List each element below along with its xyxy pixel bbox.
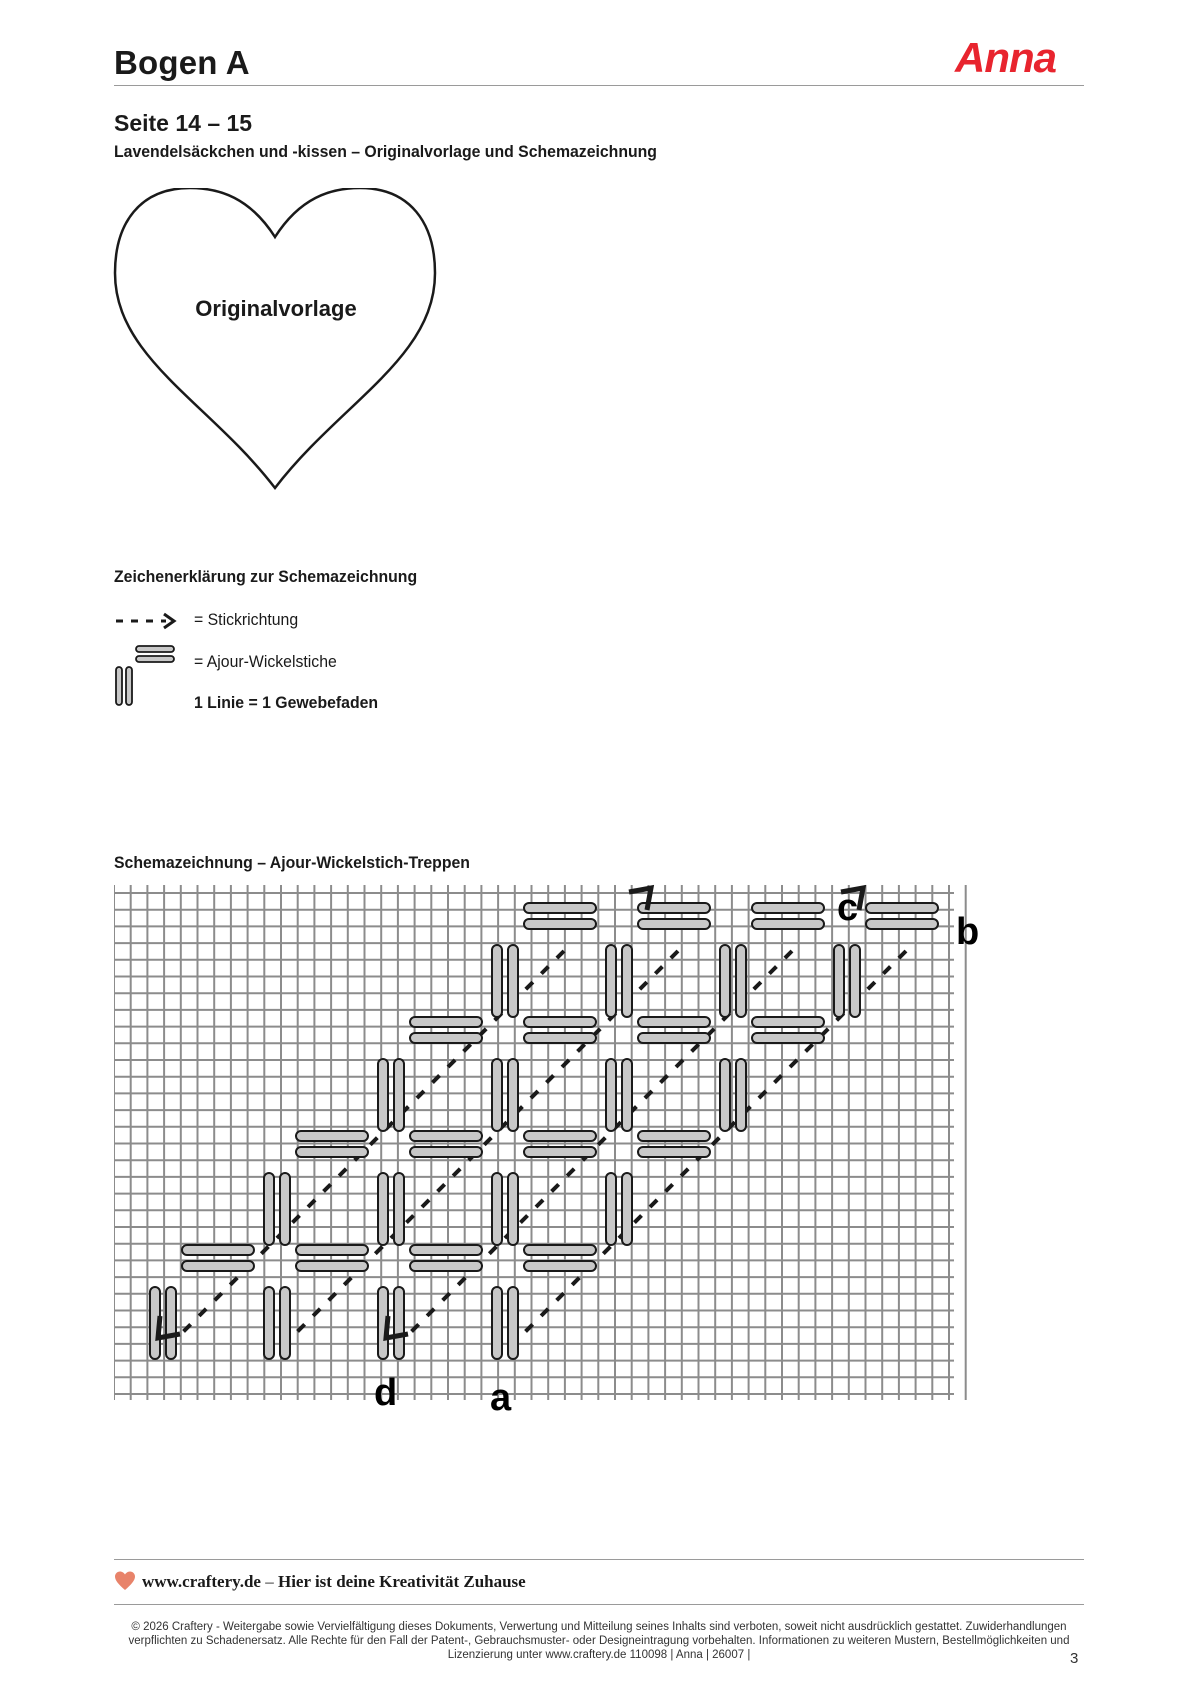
vertical-wrap-stitch: [378, 1173, 388, 1245]
footer-separator: –: [265, 1572, 274, 1591]
horizontal-wrap-stitch: [752, 919, 824, 929]
template-label: Originalvorlage: [195, 296, 357, 321]
horizontal-wrap-stitch: [410, 1033, 482, 1043]
horizontal-wrap-stitch: [296, 1245, 368, 1255]
vertical-wrap-stitch: [606, 1173, 616, 1245]
heart-template-outline: [110, 188, 440, 493]
vertical-wrap-stitch: [166, 1287, 176, 1359]
horizontal-wrap-stitch: [638, 919, 710, 929]
dashed-arrow-icon: [114, 610, 184, 632]
horizontal-wrap-stitch: [524, 1131, 596, 1141]
sheet-title: Bogen A: [114, 44, 250, 81]
vertical-wrap-stitch: [394, 1287, 404, 1359]
vertical-wrap-stitch: [492, 1287, 502, 1359]
horizontal-wrap-stitch: [410, 1147, 482, 1157]
vertical-wrap-stitch: [280, 1173, 290, 1245]
vertical-wrap-stitch: [606, 1059, 616, 1131]
horizontal-wrap-stitch: [524, 1245, 596, 1255]
vertical-wrap-stitch: [508, 1287, 518, 1359]
vertical-wrap-stitch: [850, 945, 860, 1017]
footer-divider-bottom: [114, 1604, 1084, 1605]
vertical-wrap-stitch: [264, 1287, 274, 1359]
vertical-wrap-stitch: [736, 1059, 746, 1131]
horizontal-wrap-stitch: [296, 1147, 368, 1157]
horizontal-wrap-stitch: [410, 1017, 482, 1027]
vertical-wrap-stitch: [834, 945, 844, 1017]
vertical-wrap-stitch: [492, 1059, 502, 1131]
copyright-notice: © 2026 Craftery - Weitergabe sowie Vervielfältigung dieses Dokuments, Verwertung und Mitteilung seines Inhalts sind verboten, soweit nicht ausdrücklich gestattet. Zuwiderhandlungen verpflichten zu Schadenersatz. Alle Rechte für den Fall der Patent-, Gebrauchsmuster- oder Designeintragung vorbehalten. Informationen zu weiteren Mustern, Bestellmöglichkeiten und Lizenzierung unter www.craftery.de 110098 | Anna | 26007 |: [128, 1621, 1070, 1661]
horizontal-wrap-stitch: [752, 903, 824, 913]
horizontal-wrap-stitch: [410, 1245, 482, 1255]
page-range: Seite 14 – 15: [114, 110, 253, 136]
wrap-stitch-icon: [114, 645, 184, 707]
vertical-wrap-stitch: [264, 1173, 274, 1245]
footer-slogan: Hier ist deine Kreativität Zuhause: [277, 1572, 526, 1591]
legend-text-direction: = Stickrichtung: [194, 610, 299, 629]
brand-logo: Anna: [955, 34, 1056, 81]
vertical-wrap-stitch: [280, 1287, 290, 1359]
section-subtitle: Lavendelsäckchen und -kissen – Originalvorlage und Schemazeichnung: [114, 142, 657, 161]
schema-heading: Schemazeichnung – Ajour-Wickelstich-Treppen: [114, 853, 470, 872]
vertical-wrap-stitch: [622, 1173, 632, 1245]
vertical-wrap-stitch: [736, 945, 746, 1017]
footer-site-link[interactable]: www.craftery.de: [142, 1572, 261, 1591]
horizontal-wrap-stitch: [296, 1261, 368, 1271]
vertical-wrap-stitch: [492, 1173, 502, 1245]
horizontal-wrap-stitch: [524, 1147, 596, 1157]
schema-drawing: [114, 880, 994, 1430]
label-d: d: [374, 1372, 398, 1414]
horizontal-wrap-stitch: [524, 1261, 596, 1271]
vertical-wrap-stitch: [378, 1059, 388, 1131]
horizontal-wrap-stitch: [296, 1131, 368, 1141]
legend-text-scale: 1 Linie = 1 Gewebefaden: [194, 693, 379, 712]
horizontal-wrap-stitch: [638, 1017, 710, 1027]
horizontal-wrap-stitch: [182, 1261, 254, 1271]
label-a: a: [490, 1377, 512, 1419]
vertical-wrap-stitch: [508, 1173, 518, 1245]
vertical-wrap-stitch: [508, 945, 518, 1017]
horizontal-wrap-stitch: [182, 1245, 254, 1255]
vertical-wrap-stitch: [622, 945, 632, 1017]
header-divider: [114, 85, 1084, 86]
horizontal-wrap-stitch: [866, 919, 938, 929]
vertical-wrap-stitch: [492, 945, 502, 1017]
page-number: 3: [1070, 1650, 1079, 1667]
footer-tagline: [142, 1572, 526, 1592]
heart-icon: [114, 1571, 136, 1591]
legend-heading: Zeichenerklärung zur Schemazeichnung: [114, 567, 418, 586]
horizontal-wrap-stitch: [638, 1131, 710, 1141]
vertical-wrap-stitch: [720, 945, 730, 1017]
horizontal-wrap-stitch: [638, 1033, 710, 1043]
horizontal-wrap-stitch: [524, 903, 596, 913]
label-b: b: [956, 911, 980, 953]
horizontal-wrap-stitch: [410, 1261, 482, 1271]
vertical-wrap-stitch: [394, 1059, 404, 1131]
horizontal-wrap-stitch: [524, 1033, 596, 1043]
vertical-wrap-stitch: [622, 1059, 632, 1131]
label-c: c: [837, 887, 859, 929]
horizontal-wrap-stitch: [752, 1033, 824, 1043]
legend-text-stitches: = Ajour-Wickelstiche: [194, 652, 337, 671]
vertical-wrap-stitch: [508, 1059, 518, 1131]
horizontal-wrap-stitch: [524, 919, 596, 929]
horizontal-wrap-stitch: [410, 1131, 482, 1141]
vertical-wrap-stitch: [394, 1173, 404, 1245]
horizontal-wrap-stitch: [524, 1017, 596, 1027]
vertical-wrap-stitch: [606, 945, 616, 1017]
horizontal-wrap-stitch: [752, 1017, 824, 1027]
footer-divider-top: [114, 1559, 1084, 1560]
vertical-wrap-stitch: [720, 1059, 730, 1131]
horizontal-wrap-stitch: [638, 1147, 710, 1157]
horizontal-wrap-stitch: [866, 903, 938, 913]
